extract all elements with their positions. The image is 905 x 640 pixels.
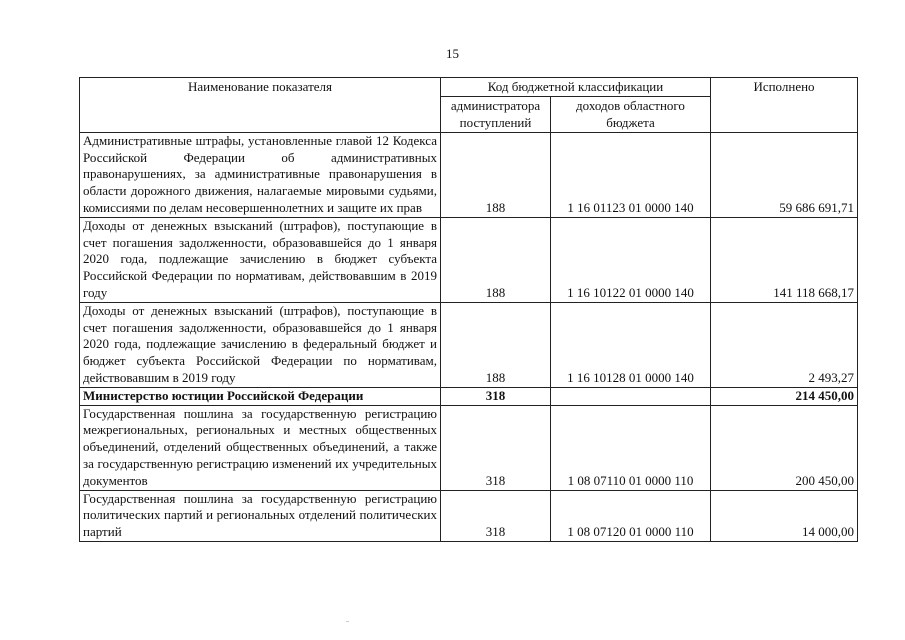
row-income-code: 1 08 07120 01 0000 110 [551, 490, 711, 541]
header-name: Наименование показателя [80, 78, 441, 133]
row-sum: 200 450,00 [711, 405, 858, 490]
header-code: Код бюджетной классификации [441, 78, 711, 97]
table-row [80, 490, 858, 541]
table-row [80, 217, 858, 302]
row-admin-code: 188 [441, 302, 551, 387]
row-name: Доходы от денежных взысканий (штрафов), поступающие в счет погашения задолженности, образовавшейся до 1 января 2020 года, подлежащие зачислению в федеральный бюджет и бюджет субъекта Российской Федерации по нормативам, действовавшим в 2019 году [80, 302, 441, 387]
header-admin: администратора поступлений [441, 96, 551, 132]
row-name: Министерство юстиции Российской Федерации [80, 387, 441, 405]
header-row [80, 78, 858, 97]
row-name: Государственная пошлина за государственную регистрацию политических партий и региональных отделений политических партий [80, 490, 441, 541]
table-row [80, 132, 858, 217]
row-sum: 59 686 691,71 [711, 132, 858, 217]
row-sum: 14 000,00 [711, 490, 858, 541]
row-income-code: 1 16 01123 01 0000 140 [551, 132, 711, 217]
table-row [80, 405, 858, 490]
row-name: Доходы от денежных взысканий (штрафов), поступающие в счет погашения задолженности, образовавшейся до 1 января 2020 года, подлежащие зачислению в бюджет субъекта Российской Федерации по нормативам, действовавшим в 2019 году [80, 217, 441, 302]
row-name: Административные штрафы, установленные главой 12 Кодекса Российской Федерации об административных правонарушениях, за административные правонарушения в области дорожного движения, налагаемые мировыми судьями, комиссиями по делам несовершеннолетних и защите их прав [80, 132, 441, 217]
scan-speck [346, 621, 349, 622]
row-admin-code: 188 [441, 217, 551, 302]
row-admin-code: 188 [441, 132, 551, 217]
row-admin-code: 318 [441, 405, 551, 490]
row-income-code: 1 16 10128 01 0000 140 [551, 302, 711, 387]
row-sum: 214 450,00 [711, 387, 858, 405]
row-admin-code: 318 [441, 387, 551, 405]
budget-table [79, 77, 858, 542]
header-income: доходов областного бюджета [551, 96, 711, 132]
row-admin-code: 318 [441, 490, 551, 541]
row-sum: 2 493,27 [711, 302, 858, 387]
page-number: 15 [446, 46, 459, 61]
row-sum: 141 118 668,17 [711, 217, 858, 302]
row-income-code [551, 387, 711, 405]
row-name: Государственная пошлина за государственную регистрацию межрегиональных, региональных и местных общественных объединений, отделений общественных объединений, а также за государственную регистрацию изменений их учредительных документов [80, 405, 441, 490]
row-income-code: 1 16 10122 01 0000 140 [551, 217, 711, 302]
header-executed: Исполнено [711, 78, 858, 133]
table-row-ministry [80, 387, 858, 405]
row-income-code: 1 08 07110 01 0000 110 [551, 405, 711, 490]
table-row [80, 302, 858, 387]
